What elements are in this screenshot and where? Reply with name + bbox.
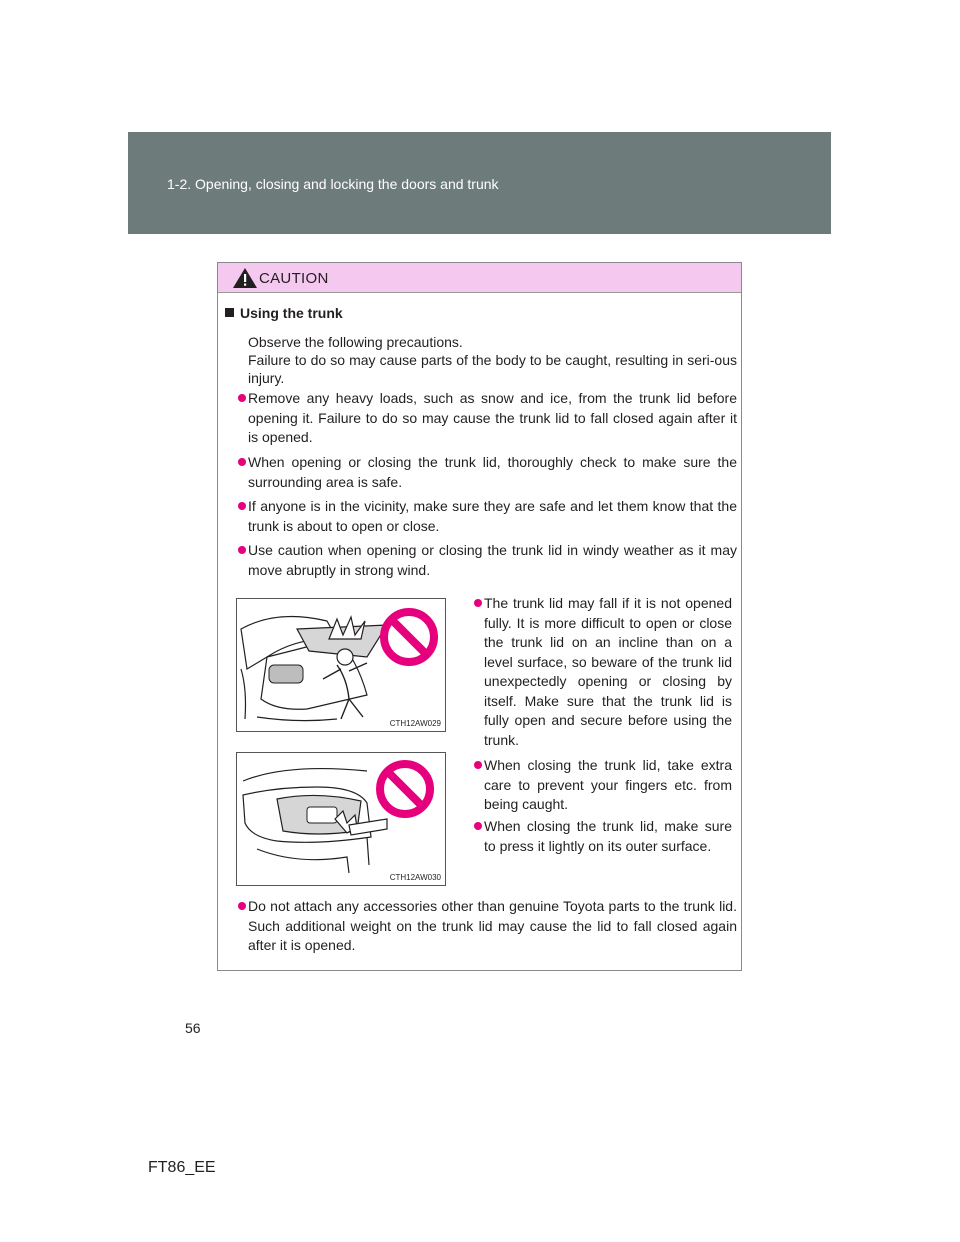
list-item: If anyone is in the vicinity, make sure they are safe and let them know that the trunk is about to open or close. — [248, 497, 737, 536]
bullet-dot-icon — [238, 546, 246, 554]
caution-label: CAUTION — [259, 270, 329, 287]
bullet-dot-icon — [474, 761, 482, 769]
heading-text: Using the trunk — [240, 305, 343, 321]
section-heading — [225, 305, 343, 321]
list-item: The trunk lid may fall if it is not opened fully. It is more difficult to open or close the trunk lid on an incline than on a level surface, so beware of the trunk lid unexpectedly opening or closing by itself. Make sure that the trunk lid is fully open and secure before using the trunk. — [484, 594, 732, 750]
illustration-code: CTH12AW030 — [389, 873, 441, 882]
prohibition-icon — [373, 757, 437, 821]
bullet-dot-icon — [238, 502, 246, 510]
illustration-code: CTH12AW029 — [389, 719, 441, 728]
footer-code: FT86_EE — [148, 1159, 216, 1176]
prohibition-icon — [377, 605, 441, 669]
list-item: Do not attach any accessories other than genuine Toyota parts to the trunk lid. Such additional weight on the trunk lid may cause the lid to fall closed again after it is opened. — [248, 897, 737, 956]
bullet-dot-icon — [474, 599, 482, 607]
bullet-dot-icon — [238, 458, 246, 466]
section-title: 1-2. Opening, closing and locking the doors and trunk — [167, 176, 499, 192]
intro-line-2: Failure to do so may cause parts of the body to be caught, resulting in seri-ous injury. — [248, 352, 737, 386]
square-bullet-icon — [225, 308, 234, 317]
illustration-trunk-lid-falling — [236, 598, 446, 732]
caution-header — [218, 263, 741, 293]
bullet-dot-icon — [474, 822, 482, 830]
warning-icon — [232, 267, 258, 289]
illustration-finger-caught — [236, 752, 446, 886]
page-number: 56 — [185, 1020, 201, 1036]
list-item: Remove any heavy loads, such as snow and ice, from the trunk lid before opening it. Failure to do so may cause the trunk lid to fall closed again after it is opened. — [248, 389, 737, 448]
list-item: When closing the trunk lid, take extra care to prevent your fingers etc. from being caught. — [484, 756, 732, 815]
bullet-dot-icon — [238, 394, 246, 402]
list-item: Use caution when opening or closing the trunk lid in windy weather as it may move abruptly in strong wind. — [248, 541, 737, 580]
bullet-dot-icon — [238, 902, 246, 910]
intro-line-1: Observe the following precautions. — [248, 334, 463, 350]
list-item: When opening or closing the trunk lid, thoroughly check to make sure the surrounding area is safe. — [248, 453, 737, 492]
list-item: When closing the trunk lid, make sure to press it lightly on its outer surface. — [484, 817, 732, 856]
caution-box — [217, 262, 742, 971]
